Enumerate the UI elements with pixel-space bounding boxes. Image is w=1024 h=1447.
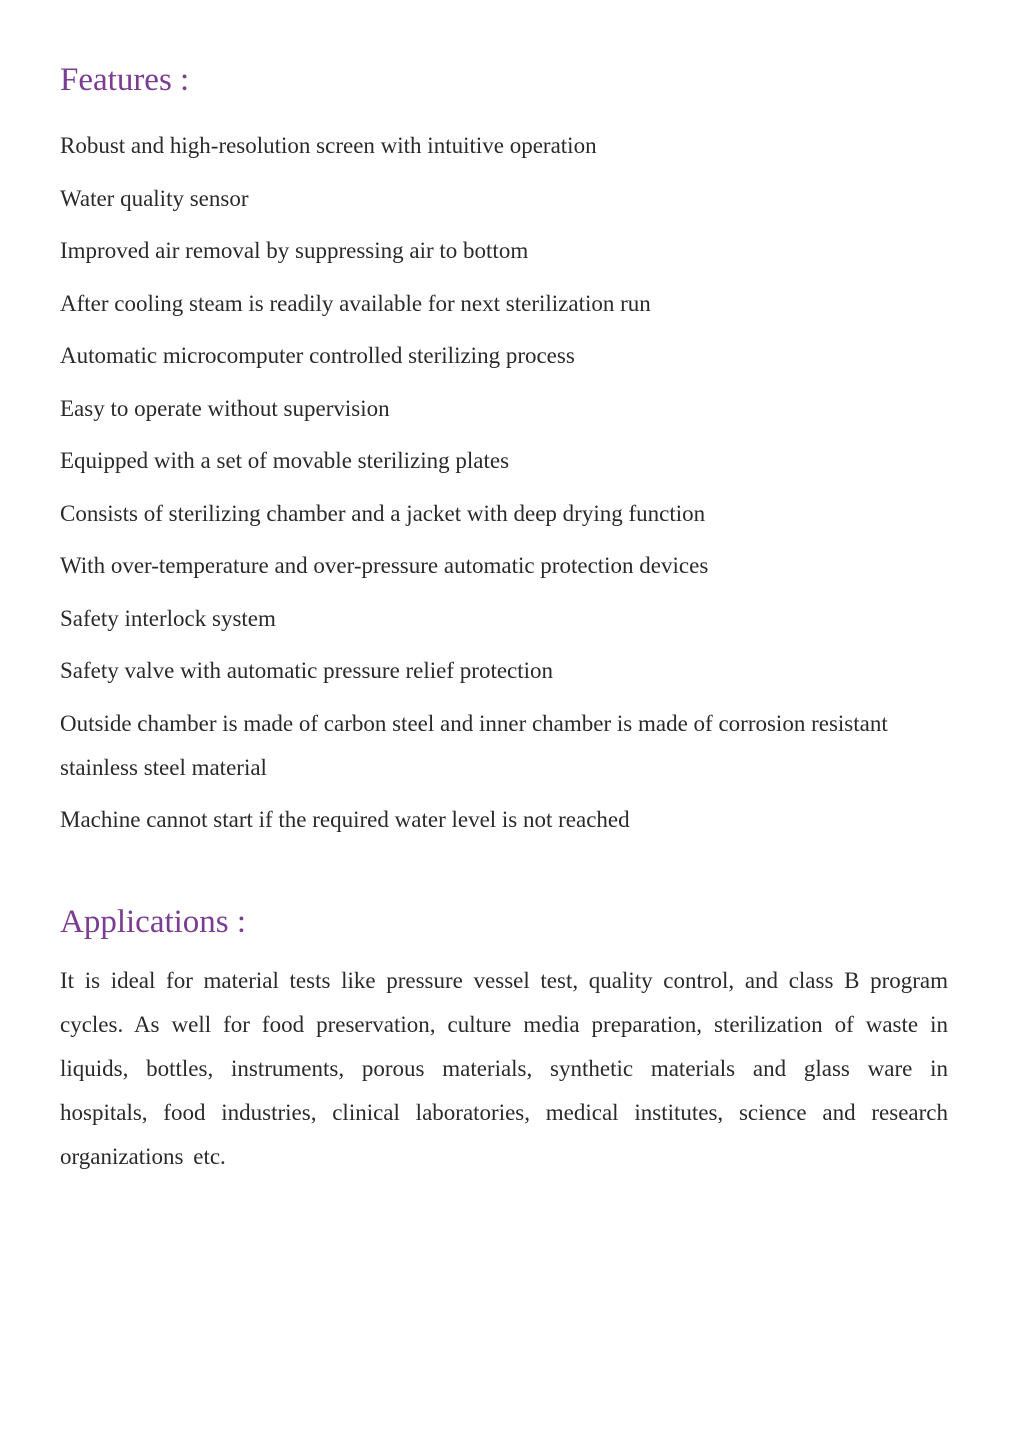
list-item: Consists of sterilizing chamber and a jacket with deep drying function xyxy=(60,500,706,526)
list-item: Equipped with a set of movable sterilizing plates xyxy=(60,448,510,473)
applications-heading: Applications : xyxy=(60,904,247,940)
list-item: Water quality sensor xyxy=(60,185,249,211)
list-item: Safety interlock system xyxy=(60,605,276,631)
list-item: Improved air removal by suppressing air to bottom xyxy=(60,238,529,263)
list-item: Robust and high-resolution screen with intuitive operation xyxy=(60,133,597,158)
features-list xyxy=(60,124,948,851)
features-heading: Features : xyxy=(60,62,190,98)
applications-paragraph: It is ideal for material tests like pressure vessel test, quality control, and class B program cycles. As well for food preservation, culture media preparation, sterilization of waste in liquids, bottles, instruments, porous materials, synthetic materials and glass ware in hospitals, food industries, clinical laboratories, medical institutes, science and research organizations etc. xyxy=(60,968,948,1169)
list-item: With over-temperature and over-pressure automatic protection devices xyxy=(60,553,709,578)
list-item: After cooling steam is readily available for next sterilization run xyxy=(60,290,651,316)
list-item: Easy to operate without supervision xyxy=(60,395,390,421)
list-item: Machine cannot start if the required water level is not reached xyxy=(60,807,630,832)
list-item: Automatic microcomputer controlled sterilizing process xyxy=(60,343,575,368)
list-item: Safety valve with automatic pressure relief protection xyxy=(60,658,554,683)
list-item: Outside chamber is made of carbon steel and inner chamber is made of corrosion resistant stainless steel material xyxy=(60,710,888,780)
